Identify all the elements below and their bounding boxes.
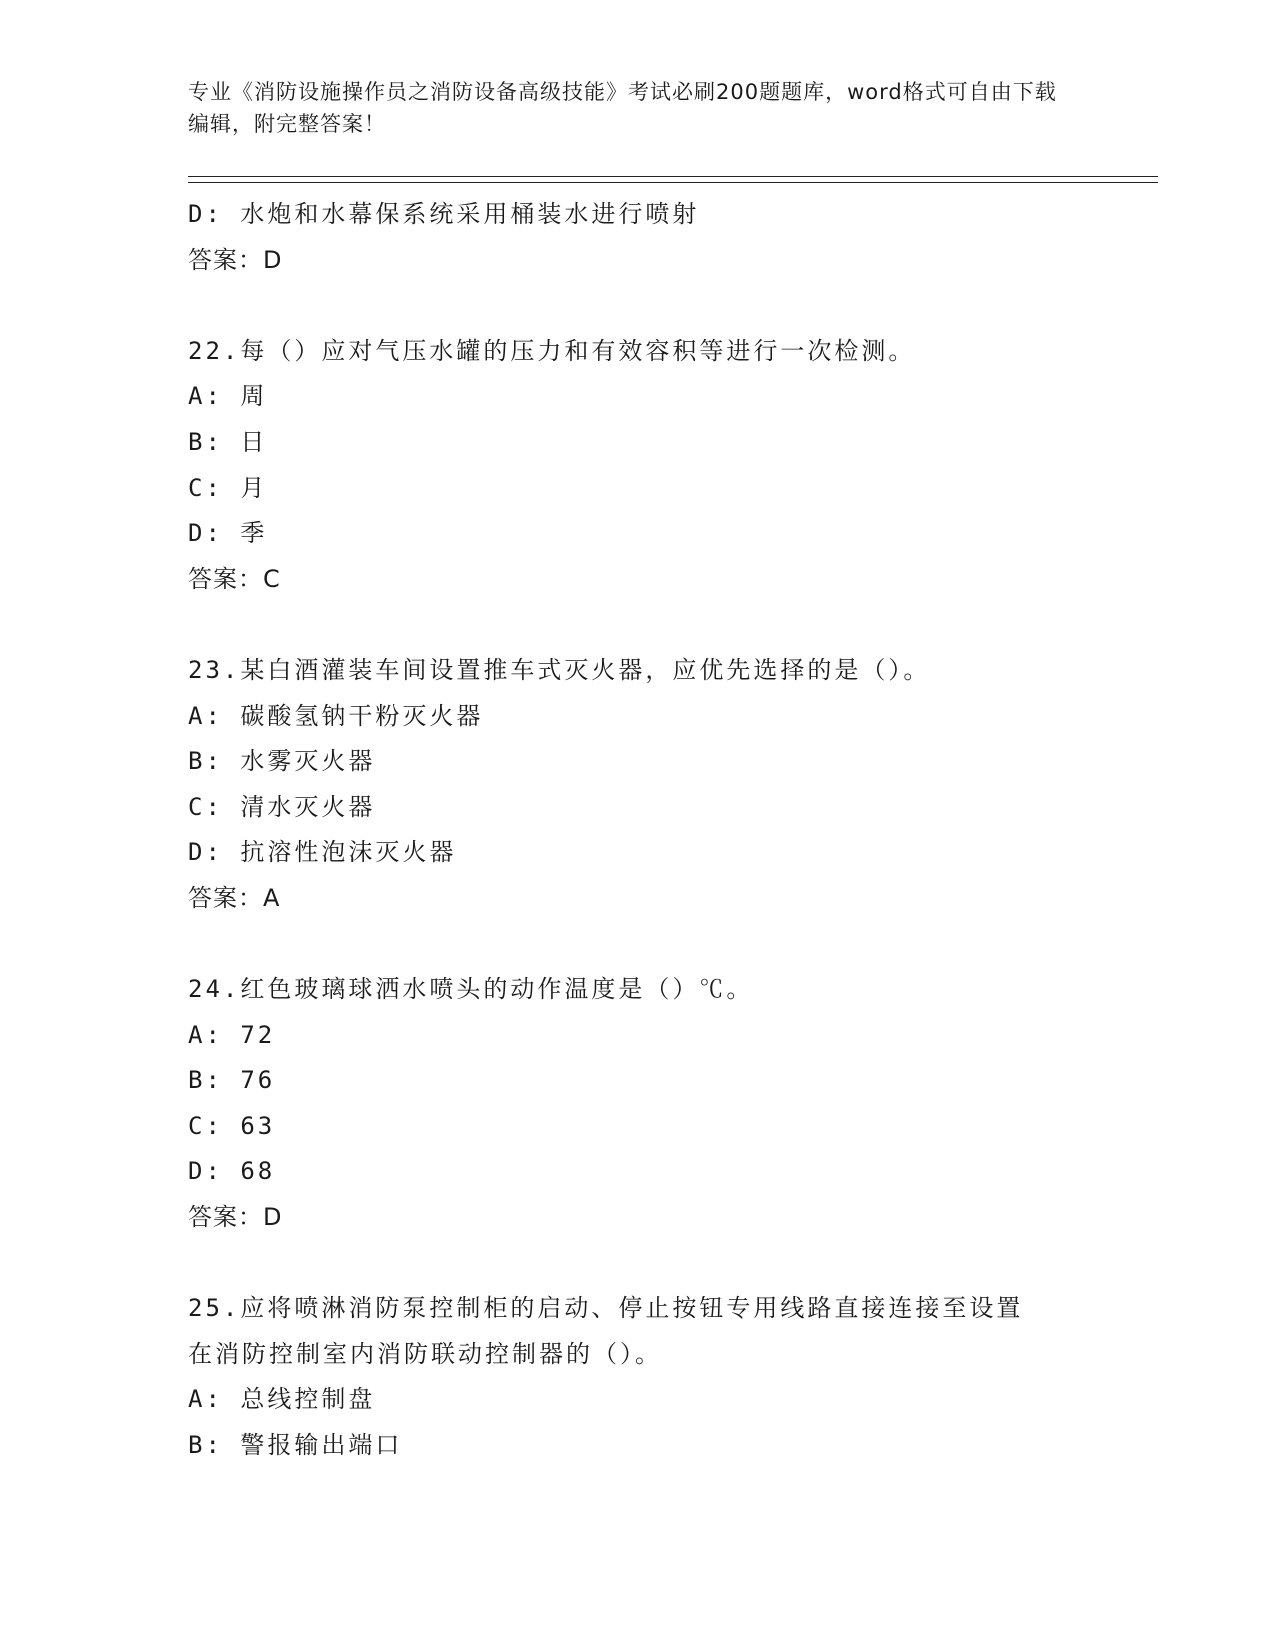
prev-option-d: D: 水炮和水幕保系统采用桶装水进行喷射 [188, 200, 700, 228]
header-divider-bottom [188, 182, 1158, 183]
option-a: A: 72 [188, 1020, 276, 1049]
question-24 [188, 967, 1088, 1241]
question-25 [188, 1286, 1088, 1468]
option-b: B: 水雾灭火器 [188, 747, 376, 776]
option-c: C: 63 [188, 1111, 276, 1140]
question-stem: 25.应将喷淋消防泵控制柜的启动、停止按钮专用线路直接连接至设置 [188, 1294, 1024, 1323]
option-b: B: 警报输出端口 [188, 1431, 403, 1460]
answer-label: 答案：C [188, 564, 281, 593]
question-22 [188, 329, 1088, 603]
option-d: D: 68 [188, 1157, 276, 1186]
question-stem: 22.每（）应对气压水罐的压力和有效容积等进行一次检测。 [188, 336, 916, 365]
question-stem-continued: 在消防控制室内消防联动控制器的（）。 [188, 1339, 662, 1368]
option-b: B: 76 [188, 1066, 276, 1095]
option-c: C: 月 [188, 473, 268, 502]
spacer [188, 602, 1088, 648]
document-header: 专业《消防设施操作员之消防设备高级技能》考试必刷200题题库，word格式可自由下载编辑，附完整答案！ [188, 80, 1057, 136]
header-divider-top [188, 176, 1158, 177]
option-b: B: 日 [188, 427, 268, 456]
answer-label: 答案：D [188, 1203, 283, 1232]
question-23 [188, 648, 1088, 922]
spacer [188, 1241, 1088, 1287]
question-list [188, 192, 1088, 1469]
answer-label: 答案：A [188, 883, 281, 912]
spacer [188, 922, 1088, 968]
question-stem: 24.红色玻璃球洒水喷头的动作温度是（）℃。 [188, 975, 754, 1004]
option-d: D: 抗溶性泡沫灭火器 [188, 838, 457, 867]
spacer [188, 283, 1088, 329]
option-a: A: 碳酸氢钠干粉灭火器 [188, 701, 484, 730]
option-d: D: 季 [188, 519, 268, 548]
option-c: C: 清水灭火器 [188, 792, 376, 821]
option-a: A: 总线控制盘 [188, 1385, 376, 1414]
question-stem: 23.某白酒灌装车间设置推车式灭火器，应优先选择的是（）。 [188, 655, 931, 684]
prev-answer: 答案：D [188, 245, 283, 274]
option-a: A: 周 [188, 382, 268, 411]
